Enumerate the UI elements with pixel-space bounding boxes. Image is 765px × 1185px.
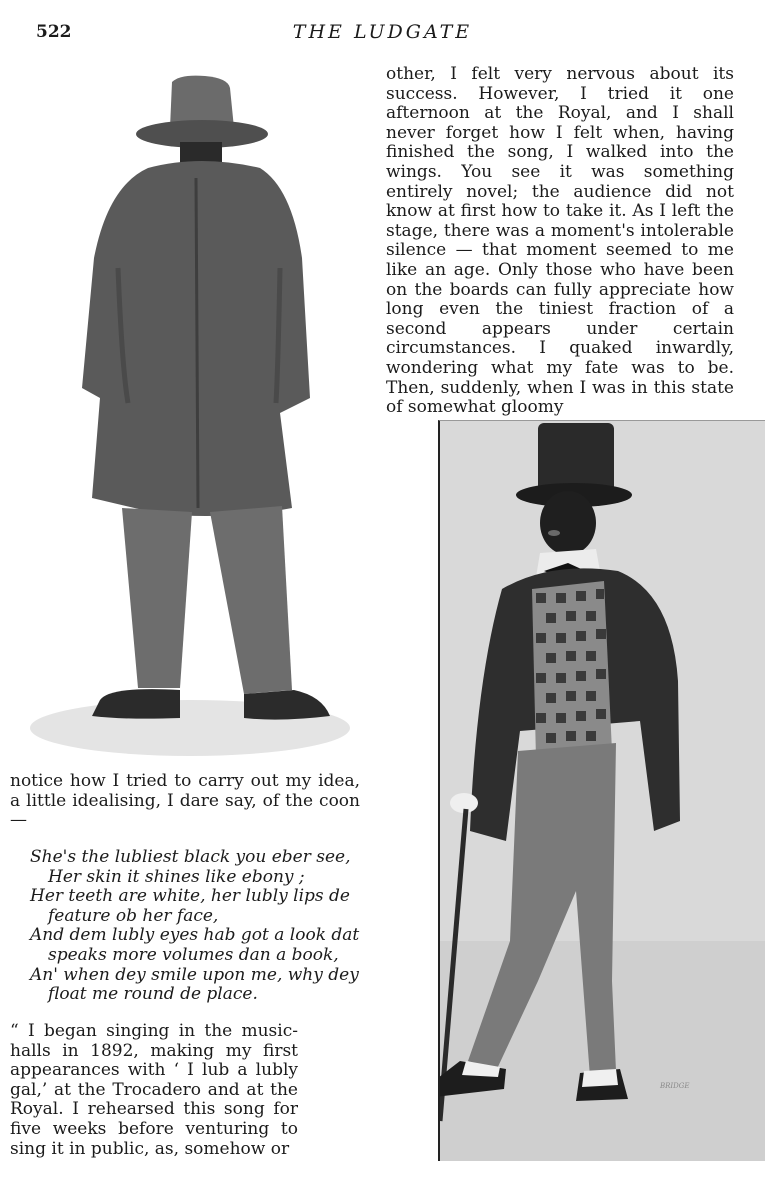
verse-line: float me round de place. — [48, 984, 258, 1005]
verse-line: She's the lubliest black you eber see, — [30, 847, 351, 867]
verse-line: An' when dey smile upon me, why dey — [30, 964, 359, 985]
verse-line: feature ob her face, — [48, 905, 219, 926]
article-paragraph-1: notice how I tried to carry out my idea, a little idealising, I dare say, of the coon— — [10, 771, 360, 831]
photo-performer-back — [30, 68, 360, 758]
photo-performer-top-hat — [438, 420, 765, 1161]
verse-line: Her skin it shines like ebony ; — [48, 866, 305, 887]
page-number: 522 — [36, 22, 72, 42]
running-head: THE LUDGATE — [292, 21, 473, 43]
performer-top-hat-illustration — [440, 421, 765, 1161]
song-verse — [30, 848, 360, 1005]
performer-back-illustration — [30, 68, 360, 758]
photo-credit: BRIDGE — [660, 1082, 690, 1090]
article-paragraph-2: “ I began singing in the music-halls in 1892, making my first appearances with ‘ I lub a lubly gal,’ at the Trocadero and at the Royal. I rehearsed this song for five weeks before venturing to sing it in public, as, somehow or — [10, 1021, 298, 1159]
verse-line: speaks more volumes dan a book, — [48, 944, 339, 965]
verse-line: And dem lubly eyes hab got a look dat — [30, 925, 360, 946]
article-column-right: other, I felt very nervous about its success. However, I tried it one afternoon at the Royal, and I shall never forget how I felt when, having finished the song, I walked into the wings. You see it was something entirely novel; the audience did not know at first how to take it. As I left the stage, there was a moment's intolerable silence — that moment seemed to me like an age. Only those who have been on the boards can fully appreciate how long even the tiniest fraction of a second appears under certain circumstances. I quaked inwardly, wondering what my fate was to be. Then, suddenly, when I was in this state of somewhat gloomy — [386, 64, 734, 418]
verse-line: Her teeth are white, her lubly lips de — [30, 886, 350, 907]
